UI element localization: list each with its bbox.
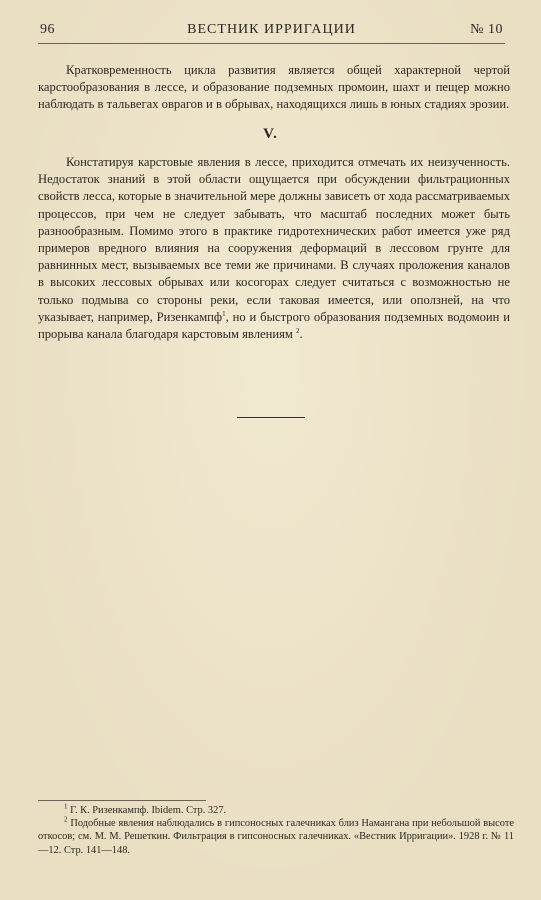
paragraph-2-text-a: Констатируя карстовые явления в лессе, приходится отмечать их неизученность. Недостаток знаний в этой области ощущается при обсуждении фильтрационных свойств лесса, которые в значительной мере должны зависеть от хода рассматриваемых процессов, при чем не следует забывать, что масштаб последних может быть разнообразным. Помимо этого в практике гидротехнических работ имеется уже ряд примеров вредного влияния на сооружения деформаций в лессовом грунте для равнинных мест, вызываемых все теми же причинами. В случаях проложения каналов в высоких лессовых обрывах или косогорах следует считаться с возможностью не только подмыва со стороны реки, если таковая имеется, или оползней, на что указывает, например, Ризенкампф (38, 155, 510, 324)
paragraph-2-text-b: , но и быстрого образования подземных водомоин и прорыва канала благодаря карстовым явлениям (38, 309, 511, 342)
footnotes (38, 804, 514, 857)
section-end-rule (237, 417, 305, 418)
footnote-rule (38, 800, 206, 801)
footnote-2-text: Подобные явления наблюдались в гипсоносных галечниках близ Намангана при небольшой высоте откосов; см. М. М. Решеткин. Фильтрация в гипсоносных галечниках. «Вестник Ирригации». 1928 г. № 11—12. Стр. 141—148. (38, 818, 514, 856)
footnote-2 (38, 817, 514, 857)
paragraph-2-text-end: . (299, 327, 303, 342)
section-heading: V. (263, 126, 278, 142)
paragraph-1-block (38, 62, 510, 114)
footnote-2-mark: 2 (64, 815, 68, 824)
issue-number: № 10 (470, 22, 503, 37)
footnote-1-mark: 1 (64, 802, 68, 811)
page-number: 96 (40, 22, 55, 37)
paragraph-1: Кратковременность цикла развития является общей характерной чертой карстообразования в лессе, и образование подземных промоин, шахт и пещер можно наблюдать в тальвегах оврагов и в обрывах, находящихся лишь в юных стадиях эрозии. (38, 63, 510, 112)
footnote-ref-1: 1 (222, 309, 226, 318)
running-header (40, 22, 503, 42)
footnote-1-text: Г. К. Ризенкампф. Ibidem. Стр. 327. (70, 805, 227, 816)
journal-title: ВЕСТНИК ИРРИГАЦИИ (187, 22, 356, 37)
header-rule (38, 43, 505, 44)
paragraph-2 (38, 154, 510, 343)
paragraph-2-block (38, 154, 510, 343)
footnote-1 (38, 804, 514, 817)
footnote-ref-2: 2 (296, 326, 300, 335)
